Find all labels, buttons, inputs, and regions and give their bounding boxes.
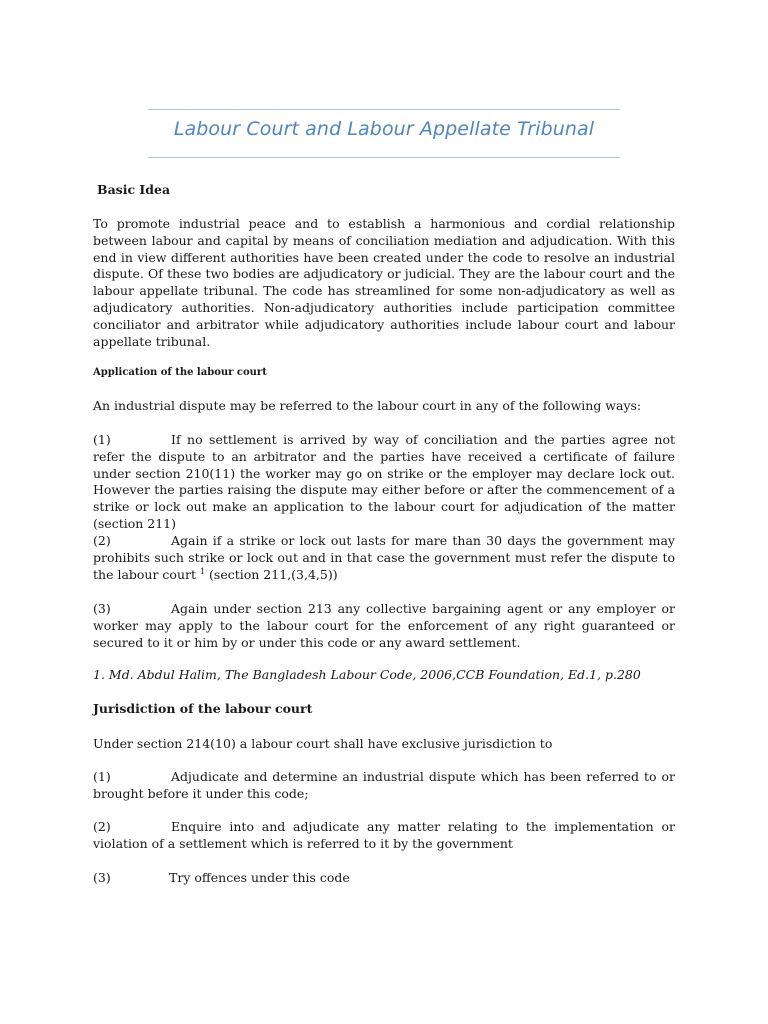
item-text: Enquire into and adjudicate any matter relating to the implementation or violation of a settlement which is referred to it by the government (93, 819, 675, 851)
application-item-3 (93, 601, 675, 651)
item-text-tail: (section 211,(3,4,5)) (205, 566, 338, 582)
title-top-rule (148, 109, 620, 110)
title-bottom-rule (148, 157, 620, 158)
item-number: (2) (93, 533, 111, 548)
footnote-marker: 1 (199, 566, 206, 576)
application-item-2 (93, 533, 675, 583)
jurisdiction-heading: Jurisdiction of the labour court (93, 701, 313, 716)
jurisdiction-item-2 (93, 819, 675, 853)
item-text: Again if a strike or lock out lasts for mare than 30 days the government may prohibits such strike or lock out and in that case the government must refer the dispute to the labour court (93, 533, 675, 582)
item-text: Try offences under this code (169, 870, 350, 885)
basic-idea-heading: Basic Idea (97, 182, 171, 197)
jurisdiction-item-3 (93, 870, 675, 887)
item-text: Again under section 213 any collective bargaining agent or any employer or worker may apply to the labour court for the enforcement of any right guaranteed or secured to it or him by or under this code or any award settlement. (93, 601, 675, 650)
item-text: If no settlement is arrived by way of conciliation and the parties agree not refer the dispute to an arbitrator and the parties have received a certificate of failure under section 210(11) the worker may go on strike or the employer may declare lock out. However the parties raising the dispute may either before or after the commencement of a strike or lock out make an application to the labour court for adjudication of the matter (section 211) (93, 432, 675, 531)
item-number: (3) (93, 870, 111, 885)
basic-idea-paragraph: To promote industrial peace and to establish a harmonious and cordial relationship between labour and capital by means of conciliation mediation and adjudication. With this end in view different authorities have been created under the code to resolve an industrial dispute. Of these two bodies are adjudicatory or judicial. They are the labour court and the labour appellate tribunal. The code has streamlined for some non-adjudicatory as well as adjudicatory authorities. Non-adjudicatory authorities include participation committee conciliator and arbitrator while adjudicatory authorities include labour court and labour appellate tribunal. (93, 216, 675, 349)
footnote: 1. Md. Abdul Halim, The Bangladesh Labour Code, 2006,CCB Foundation, Ed.1, p.280 (93, 667, 641, 682)
document-title: Labour Court and Labour Appellate Tribunal (173, 118, 595, 140)
jurisdiction-intro: Under section 214(10) a labour court shall have exclusive jurisdiction to (93, 736, 553, 751)
item-number: (1) (93, 432, 111, 447)
item-number: (1) (93, 769, 111, 784)
item-number: (3) (93, 601, 111, 616)
application-heading: Application of the labour court (93, 367, 267, 378)
application-intro: An industrial dispute may be referred to the labour court in any of the following ways: (93, 398, 642, 413)
application-item-1 (93, 432, 675, 533)
jurisdiction-item-1 (93, 769, 675, 803)
item-number: (2) (93, 819, 111, 834)
item-text: Adjudicate and determine an industrial dispute which has been referred to or brought before it under this code; (93, 769, 675, 801)
